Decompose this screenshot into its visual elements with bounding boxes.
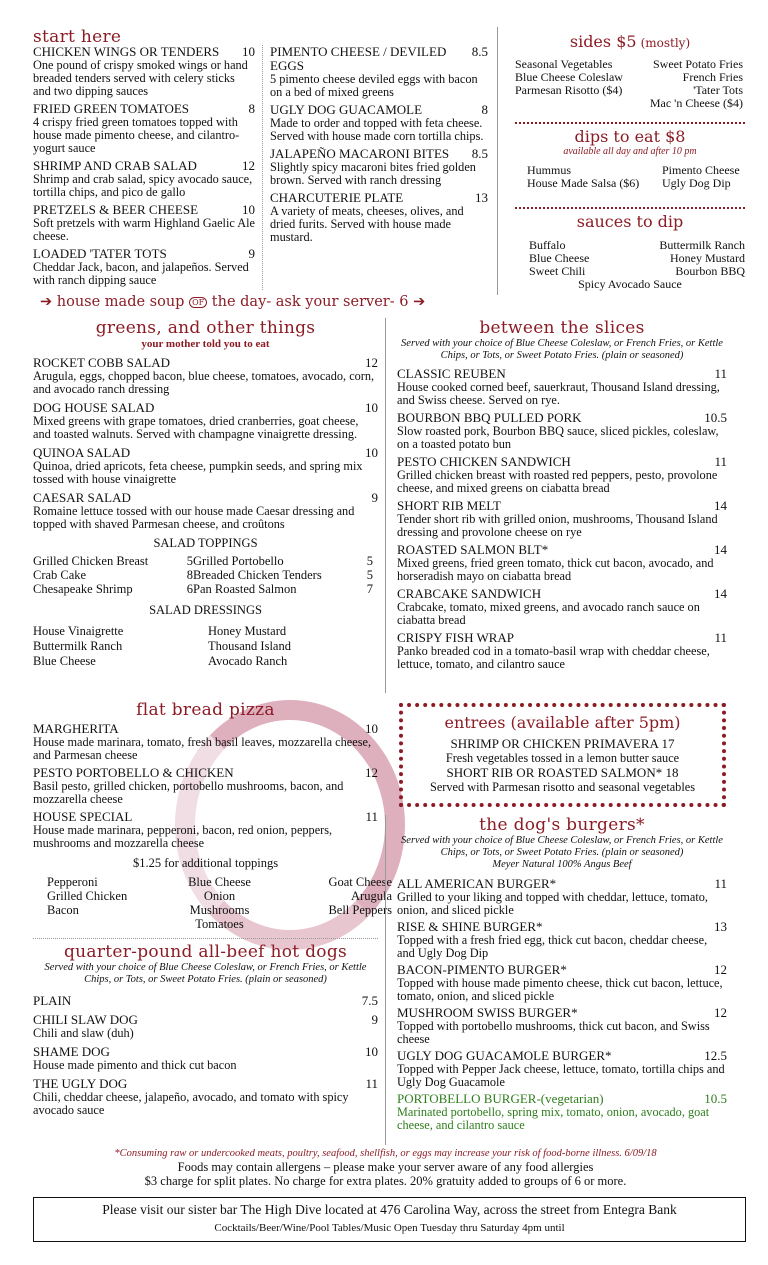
- sides-right: [633, 58, 743, 110]
- dip-item: Pimento Cheese: [662, 163, 740, 177]
- pizza-topping: Arugula: [351, 889, 392, 903]
- start-here-item-header: [33, 203, 255, 217]
- sauces-right: [635, 239, 745, 278]
- start-here-item: [270, 191, 488, 244]
- dressing-item: Blue Cheese: [33, 654, 96, 668]
- soup-arrow-left-icon: ➔: [40, 294, 53, 310]
- burgers-beef-note: Meyer Natural 100% Angus Beef: [492, 859, 632, 870]
- sauce-spicy-avocado: Spicy Avocado Sauce: [578, 277, 682, 291]
- hotdogs-title: quarter-pound all-beef hot dogs: [63, 942, 348, 962]
- dressing-item: Thousand Island: [208, 639, 291, 653]
- start-here-item: [33, 45, 255, 98]
- dip-item: Ugly Dog Dip: [662, 176, 731, 190]
- lower-center-divider: [385, 815, 386, 1145]
- pizza-item-desc: House made marinara, tomato, fresh basil leaves, mozzarella cheese, and Parmesan cheese: [33, 735, 372, 762]
- hotdog-item-name: SHAME DOG: [33, 1044, 110, 1059]
- start-here-item-header: [33, 45, 255, 59]
- hotdog-item-desc: Chili and slaw (duh): [33, 1026, 134, 1040]
- start-here-item-header: [33, 159, 255, 173]
- dressing-item: Buttermilk Ranch: [33, 639, 123, 653]
- sandwich-item: [397, 631, 727, 671]
- sides-border: [515, 122, 745, 124]
- sandwich-item-price: 14: [714, 586, 727, 601]
- start-here-item-price: 8.5: [471, 44, 488, 59]
- sister-bar-details: Cocktails/Beer/Wine/Pool Tables/Music Open Tuesday thru Saturday 4pm until: [214, 1222, 565, 1234]
- pizza-item-name: MARGHERITA: [33, 721, 119, 736]
- start-here-item: [33, 159, 255, 199]
- pizza-topping: Bell Peppers: [328, 903, 392, 917]
- salad-topping-price: 6: [186, 582, 193, 596]
- salad-item: [33, 356, 378, 396]
- dip-item: Hummus: [527, 163, 572, 177]
- sauce-item: Bourbon BBQ: [675, 264, 745, 278]
- start-here-item-desc: 5 pimento cheese deviled eggs with bacon on a bed of mixed greens: [270, 72, 478, 99]
- pizza-topping: Blue Cheese: [188, 875, 251, 889]
- side-item: Parmesan Risotto ($4): [515, 83, 623, 97]
- burger-item-price: 12: [714, 962, 727, 977]
- burger-item-header: [397, 920, 727, 934]
- footer-notes: [33, 1148, 738, 1188]
- start-here-item-desc: Soft pretzels with warm Highland Gaelic Ale cheese.: [33, 216, 255, 243]
- sauce-item: Honey Mustard: [670, 251, 745, 265]
- salad-item-desc: Quinoa, dried apricots, feta cheese, pumpkin seeds, and spring mix tossed with house vinaigrette: [33, 459, 363, 486]
- sandwich-item-desc: Tender short rib with grilled onion, mushrooms, Thousand Island dressing and provolone cheese on rye: [397, 512, 718, 539]
- burger-item-price: 12: [714, 1005, 727, 1020]
- burger-item-header: [397, 1049, 727, 1063]
- toppings-left: [33, 554, 193, 596]
- dips-section: [515, 127, 745, 190]
- dressing-item: House Vinaigrette: [33, 624, 124, 638]
- sandwich-item: [397, 499, 727, 539]
- pizza-title: flat bread pizza: [136, 700, 275, 720]
- salad-topping: [193, 582, 373, 596]
- pizza-topping: Onion: [203, 889, 236, 903]
- salad-item-desc: Romaine lettuce tossed with our house made Caesar dressing and topped with shaved Parmesan cheese, and croûtons: [33, 504, 355, 531]
- hotdog-item: [33, 1013, 378, 1040]
- pizza-toppings-list: [33, 875, 392, 931]
- start-here-item-name: CHICKEN WINGS OR TENDERS: [33, 44, 220, 59]
- pizza-section: [33, 700, 392, 931]
- pizza-topping: Pepperoni: [47, 875, 98, 889]
- burger-item-name: MUSHROOM SWISS BURGER*: [397, 1005, 578, 1020]
- hotdog-item-header: [33, 994, 378, 1008]
- sauce-item: Buffalo: [529, 238, 566, 252]
- start-here-item-desc: 4 crispy fried green tomatoes topped with house made pimento cheese, and cilantro-yogurt sauce: [33, 115, 240, 155]
- toppings-right: [193, 554, 373, 596]
- sandwich-item-desc: Mixed greens, fried green tomato, thick cut bacon, avocado, and horseradish mayo on ciabatta bread: [397, 556, 714, 583]
- veg-burger: [397, 1092, 727, 1132]
- burger-item-desc: Topped with portobello mushrooms, thick cut bacon, and Swiss cheese: [397, 1019, 710, 1046]
- salad-item-name: DOG HOUSE SALAD: [33, 400, 155, 415]
- dips-note: available all day and after 10 pm: [563, 146, 697, 157]
- pizza-topping: Grilled Chicken: [47, 889, 128, 903]
- soup-banner-part1: house made soup: [56, 294, 185, 310]
- entree-desc: Fresh vegetables tossed in a lemon butter sauce: [445, 751, 680, 765]
- sandwich-item-price: 14: [714, 498, 727, 513]
- burger-item-desc: Topped with house made pimento cheese, thick cut bacon, lettuce, tomato, onion, and sliced pickle: [397, 976, 723, 1003]
- start-here-title: start here: [33, 27, 122, 47]
- hotdogs-border: [33, 938, 378, 939]
- burgers-list: [397, 877, 727, 1089]
- start-here-item-price: 13: [475, 190, 488, 205]
- salad-item: [33, 446, 378, 486]
- entree-name: SHRIMP OR CHICKEN PRIMAVERA 17: [450, 736, 675, 751]
- hotdogs-section: [33, 942, 378, 1122]
- pizza-topping: Tomatoes: [195, 917, 244, 931]
- slices-title: between the slices: [479, 318, 645, 338]
- sister-bar-text: Please visit our sister bar The High Dive located at 476 Carolina Way, across the street from Entegra Bank: [102, 1202, 677, 1217]
- start-here-item-name: LOADED 'TATER TOTS: [33, 246, 167, 261]
- sandwich-item-desc: Grilled chicken breast with roasted red peppers, pesto, provolone cheese, and mixed greens on ciabatta bread: [397, 468, 718, 495]
- start-here-item-price: 12: [242, 158, 255, 173]
- salad-topping-name: Pan Roasted Salmon: [193, 582, 297, 596]
- dips-border: [515, 207, 745, 209]
- dressings-left: [33, 624, 208, 669]
- pizza-item-header: [33, 722, 378, 736]
- dressings-right: [208, 624, 378, 669]
- dressing-item: Avocado Ranch: [208, 654, 288, 668]
- salad-topping-name: Crab Cake: [33, 568, 87, 582]
- sandwich-item-desc: Panko breaded cod in a tomato-basil wrap with cheddar cheese, lettuce, tomato, and cilantro sauce: [397, 644, 710, 671]
- pizza-topping: Mushrooms: [189, 903, 250, 917]
- start-here-left-list: [33, 45, 255, 291]
- start-here-item-name: UGLY DOG GUACAMOLE: [270, 102, 423, 117]
- sandwich-item-desc: House cooked corned beef, sauerkraut, Thousand Island dressing, and Swiss cheese. Served on rye.: [397, 380, 720, 407]
- start-here-item-header: [270, 103, 488, 117]
- salad-item-name: ROCKET COBB SALAD: [33, 355, 171, 370]
- center-divider: [385, 318, 386, 693]
- dip-item: House Made Salsa ($6): [527, 176, 640, 190]
- hotdog-item: [33, 1077, 378, 1117]
- hotdog-item-price: 10: [365, 1044, 378, 1059]
- sandwich-item-name: CRABCAKE SANDWICH: [397, 586, 542, 601]
- sauce-item: Buttermilk Ranch: [659, 238, 745, 252]
- sandwich-item: [397, 367, 727, 407]
- salad-item-header: [33, 491, 378, 505]
- allergen-note: Foods may contain allergens – please make your server aware of any food allergies: [177, 1160, 594, 1174]
- burger-item-price: 11: [714, 876, 727, 891]
- veg-burger-name: PORTOBELLO BURGER-(vegetarian): [397, 1091, 604, 1106]
- start-here-item-header: [270, 147, 488, 161]
- sandwich-item-header: [397, 411, 727, 425]
- pizza-item-desc: House made marinara, pepperoni, bacon, red onion, peppers, mushrooms and mozzarella cheese: [33, 823, 333, 850]
- sauce-item: Blue Cheese: [529, 251, 590, 265]
- pizza-toppings-col1: [47, 875, 162, 931]
- burger-item: [397, 1006, 727, 1046]
- salad-topping-name: Chesapeake Shrimp: [33, 582, 133, 596]
- salad-item-header: [33, 446, 378, 460]
- salad-item-header: [33, 356, 378, 370]
- hotdog-item-header: [33, 1013, 378, 1027]
- start-here-item-price: 10: [242, 44, 255, 59]
- salad-topping-price: 5: [366, 568, 373, 582]
- sandwich-item-name: ROASTED SALMON BLT*: [397, 542, 549, 557]
- sauces-left: [515, 239, 635, 278]
- salad-item-desc: Mixed greens with grape tomatoes, dried cranberries, goat cheese, and toasted walnuts. Served with champagne vinaigrette dressing.: [33, 414, 359, 441]
- sauces-title: sauces to dip: [576, 212, 684, 231]
- salad-topping-price: 7: [366, 582, 373, 596]
- soup-banner: [40, 294, 480, 310]
- burger-item-header: [397, 1006, 727, 1020]
- pizza-item-header: [33, 766, 378, 780]
- salad-item-price: 9: [371, 490, 378, 505]
- sides-title-note: (mostly): [640, 36, 691, 50]
- salad-item-price: 12: [365, 355, 378, 370]
- pizza-item-desc: Basil pesto, grilled chicken, portobello mushrooms, bacon, and mozzarella cheese: [33, 779, 344, 806]
- burger-item-name: UGLY DOG GUACAMOLE BURGER*: [397, 1048, 612, 1063]
- slices-note: Served with your choice of Blue Cheese Coleslaw, or French Fries, or Kettle Chips, or Tots, or Sweet Potato Fries. (plain or seasoned): [401, 338, 723, 361]
- sandwich-item-price: 14: [714, 542, 727, 557]
- hotdog-item-price: 9: [371, 1012, 378, 1027]
- burger-item-desc: Grilled to your liking and topped with cheddar, lettuce, tomato, onion, and sliced pickle: [397, 890, 708, 917]
- dips-title: dips to eat $8: [574, 127, 686, 146]
- sandwich-item-header: [397, 367, 727, 381]
- sauces-list: [515, 239, 745, 278]
- start-here-item-desc: One pound of crispy smoked wings or hand breaded tenders served with celery sticks and two dipping sauces: [33, 58, 248, 98]
- slices-list: [397, 367, 727, 671]
- slices-section: [397, 318, 727, 675]
- salad-item: [33, 401, 378, 441]
- start-here-item-header: [270, 45, 488, 73]
- start-here-item-name: PIMENTO CHEESE / DEVILED EGGS: [270, 44, 447, 73]
- start-here-item-name: SHRIMP AND CRAB SALAD: [33, 158, 197, 173]
- pizza-item-name: PESTO PORTOBELLO & CHICKEN: [33, 765, 234, 780]
- hotdog-item-name: THE UGLY DOG: [33, 1076, 128, 1091]
- pizza-item-price: 11: [365, 809, 378, 824]
- entrees-box: [399, 703, 726, 807]
- salad-topping-price: 8: [186, 568, 193, 582]
- split-plates-note: $3 charge for split plates. No charge for extra plates. 20% gratuity added to groups of 6 or more.: [144, 1174, 627, 1188]
- consume-warning: *Consuming raw or undercooked meats, poultry, seafood, shellfish, or eggs may increase your risk of food-borne illness. 6/09/18: [114, 1148, 657, 1159]
- sandwich-item: [397, 543, 727, 583]
- pizza-toppings-col2: [162, 875, 277, 931]
- sister-bar-box: [33, 1197, 746, 1242]
- sandwich-item-name: BOURBON BBQ PULLED PORK: [397, 410, 582, 425]
- salad-toppings-title: SALAD TOPPINGS: [153, 536, 258, 550]
- start-divider: [262, 45, 263, 290]
- salad-dressings-title: SALAD DRESSINGS: [149, 603, 262, 617]
- start-here-item-price: 8: [481, 102, 488, 117]
- veg-burger-price: 10.5: [704, 1091, 727, 1106]
- side-item: French Fries: [682, 70, 743, 84]
- right-panel-divider: [497, 27, 498, 295]
- start-here-item: [33, 203, 255, 243]
- salad-topping: [33, 554, 193, 568]
- start-here-item-desc: Made to order and topped with feta cheese. Served with house made corn tortilla chips.: [270, 116, 484, 143]
- start-here-item: [270, 147, 488, 187]
- start-here-item-desc: Shrimp and crab salad, spicy avocado sauce, tortilla chips, and pico de gallo: [33, 172, 253, 199]
- pizza-topping: Goat Cheese: [328, 875, 392, 889]
- pizza-toppings-col3: [277, 875, 392, 931]
- side-item: 'Tater Tots: [693, 83, 743, 97]
- greens-title: greens, and other things: [95, 318, 316, 338]
- pizza-item: [33, 766, 378, 806]
- start-here-item: [33, 102, 255, 155]
- dips-left: [527, 164, 662, 190]
- sandwich-item-name: PESTO CHICKEN SANDWICH: [397, 454, 571, 469]
- side-item: Mac 'n Cheese ($4): [649, 96, 743, 110]
- burger-item: [397, 877, 727, 917]
- entree-desc: Served with Parmesan risotto and seasonal vegetables: [430, 780, 695, 794]
- start-here-item-name: PRETZELS & BEER CHEESE: [33, 202, 199, 217]
- soup-arrow-right-icon: ➔: [413, 294, 426, 310]
- burger-item: [397, 1049, 727, 1089]
- burger-item-price: 12.5: [704, 1048, 727, 1063]
- salad-topping-name: Breaded Chicken Tenders: [193, 568, 322, 582]
- burgers-title: the dog's burgers*: [479, 815, 645, 835]
- start-here-item: [270, 103, 488, 143]
- start-here-item-price: 9: [248, 246, 255, 261]
- entrees-list: [411, 736, 714, 794]
- pizza-item-price: 12: [365, 765, 378, 780]
- salad-item-price: 10: [365, 445, 378, 460]
- greens-section: [33, 318, 378, 669]
- dips-list: [515, 164, 745, 190]
- sandwich-item-desc: Slow roasted pork, Bourbon BBQ sauce, sliced pickles, coleslaw, on a toasted potato bun: [397, 424, 719, 451]
- hotdog-item-desc: House made pimento and thick cut bacon: [33, 1058, 237, 1072]
- pizza-item: [33, 810, 378, 850]
- salad-topping: [193, 568, 373, 582]
- soup-banner-part2: the day- ask your server- 6: [211, 294, 409, 310]
- sauce-item: Sweet Chili: [529, 264, 586, 278]
- burger-item-header: [397, 877, 727, 891]
- start-here-item-name: FRIED GREEN TOMATOES: [33, 101, 190, 116]
- hotdog-item-name: CHILI SLAW DOG: [33, 1012, 138, 1027]
- sandwich-item-name: SHORT RIB MELT: [397, 498, 501, 513]
- pizza-toppings-note: $1.25 for additional toppings: [132, 856, 279, 870]
- salad-item-name: QUINOA SALAD: [33, 445, 131, 460]
- burger-item-desc: Topped with a fresh fried egg, thick cut bacon, cheddar cheese, and Ugly Dog Dip: [397, 933, 708, 960]
- side-item: Sweet Potato Fries: [653, 57, 743, 71]
- hotdog-item-price: 7.5: [361, 993, 378, 1008]
- start-here-item-name: CHARCUTERIE PLATE: [270, 190, 404, 205]
- entrees-title: entrees (available after 5pm): [444, 713, 681, 732]
- pizza-list: [33, 722, 378, 850]
- salad-topping: [33, 568, 193, 582]
- sides-title: sides $5: [569, 32, 637, 51]
- salad-topping: [193, 554, 373, 568]
- sides-header: [515, 32, 745, 52]
- entree-name: SHORT RIB OR ROASTED SALMON* 18: [446, 765, 679, 780]
- pizza-item: [33, 722, 378, 762]
- dressing-item: Honey Mustard: [208, 624, 287, 638]
- hotdog-item-desc: Chili, cheddar cheese, jalapeño, avocado, and tomato with spicy avocado sauce: [33, 1090, 349, 1117]
- sandwich-item-header: [397, 587, 727, 601]
- soup-banner-of: OF: [189, 297, 207, 308]
- sandwich-item-header: [397, 455, 727, 469]
- greens-list: [33, 356, 378, 531]
- sandwich-item-header: [397, 499, 727, 513]
- sandwich-item: [397, 411, 727, 451]
- start-here-item-price: 10: [242, 202, 255, 217]
- greens-subtitle: your mother told you to eat: [141, 338, 270, 350]
- salad-topping-name: Grilled Chicken Breast: [33, 554, 149, 568]
- salad-dressings-list: [33, 624, 378, 669]
- start-here-right-list: [270, 45, 488, 248]
- start-here-item: [270, 45, 488, 99]
- salad-topping-name: Grilled Portobello: [193, 554, 284, 568]
- burger-item-price: 13: [714, 919, 727, 934]
- hotdog-item: [33, 1045, 378, 1072]
- burger-item-name: ALL AMERICAN BURGER*: [397, 876, 557, 891]
- salad-item-header: [33, 401, 378, 415]
- start-here-item-header: [33, 247, 255, 261]
- side-item: Seasonal Vegetables: [515, 57, 613, 71]
- sauces-section: [515, 212, 745, 291]
- hotdog-item-name: PLAIN: [33, 993, 72, 1008]
- start-here-item-price: 8: [248, 101, 255, 116]
- salad-item-price: 10: [365, 400, 378, 415]
- burger-item: [397, 920, 727, 960]
- burgers-note: Served with your choice of Blue Cheese Coleslaw, or French Fries, or Kettle Chips, or Tots, or Sweet Potato Fries. (plain or seasoned): [401, 835, 723, 858]
- sandwich-item: [397, 455, 727, 495]
- start-here-item-header: [33, 102, 255, 116]
- sandwich-item-price: 11: [714, 454, 727, 469]
- salad-item-desc: Arugula, eggs, chopped bacon, blue cheese, tomatoes, avocado, corn, and avocado ranch dressing: [33, 369, 375, 396]
- hotdog-item-header: [33, 1045, 378, 1059]
- sides-section: [515, 32, 745, 110]
- start-here-item-desc: Slightly spicy macaroni bites fried golden brown. Served with ranch dressing: [270, 160, 476, 187]
- salad-topping-price: 5: [186, 554, 193, 568]
- sides-list: [515, 58, 745, 110]
- hotdogs-list: [33, 994, 378, 1117]
- sandwich-item-header: [397, 543, 727, 557]
- start-here-item-header: [270, 191, 488, 205]
- hotdog-item-header: [33, 1077, 378, 1091]
- burger-item: [397, 963, 727, 1003]
- start-here-item-desc: A variety of meats, cheeses, olives, and dried furits. Served with house made mustard.: [270, 204, 464, 244]
- burger-item-name: BACON-PIMENTO BURGER*: [397, 962, 567, 977]
- dips-right: [662, 164, 757, 190]
- burgers-section: [397, 815, 727, 1132]
- sandwich-item-header: [397, 631, 727, 645]
- burger-item-name: RISE & SHINE BURGER*: [397, 919, 543, 934]
- burger-item-header: [397, 963, 727, 977]
- start-here-item-price: 8.5: [471, 146, 488, 161]
- hotdogs-note: Served with your choice of Blue Cheese Coleslaw, or French Fries, or Kettle Chips, or Tots, or Sweet Potato Fries. (plain or seasoned): [44, 962, 367, 985]
- start-here-item: [33, 247, 255, 287]
- pizza-item-price: 10: [365, 721, 378, 736]
- sandwich-item-name: CLASSIC REUBEN: [397, 366, 506, 381]
- sandwich-item-desc: Crabcake, tomato, mixed greens, and avocado ranch sauce on ciabatta bread: [397, 600, 700, 627]
- salad-toppings-list: [33, 554, 378, 596]
- hotdog-item-price: 11: [365, 1076, 378, 1091]
- pizza-item-header: [33, 810, 378, 824]
- sandwich-item-price: 11: [714, 366, 727, 381]
- veg-burger-desc: Marinated portobello, spring mix, tomato, onion, avocado, goat cheese, and cilantro sauce: [397, 1105, 710, 1132]
- start-here-item-name: JALAPEÑO MACARONI BITES: [270, 146, 450, 161]
- hotdog-item: [33, 994, 378, 1008]
- sides-left: [515, 58, 633, 110]
- sandwich-item: [397, 587, 727, 627]
- side-item: Blue Cheese Coleslaw: [515, 70, 623, 84]
- salad-item-name: CAESAR SALAD: [33, 490, 131, 505]
- sandwich-item-price: 11: [714, 630, 727, 645]
- start-here-item-desc: Cheddar Jack, bacon, and jalapeños. Served with ranch dipping sauce: [33, 260, 249, 287]
- salad-topping: [33, 582, 193, 596]
- pizza-topping: Bacon: [47, 903, 79, 917]
- burger-item-desc: Topped with Pepper Jack cheese, lettuce, tomato, tortilla chips and Ugly Dog Guacamole: [397, 1062, 725, 1089]
- sandwich-item-price: 10.5: [704, 410, 727, 425]
- pizza-item-name: HOUSE SPECIAL: [33, 809, 133, 824]
- sandwich-item-name: CRISPY FISH WRAP: [397, 630, 515, 645]
- salad-item: [33, 491, 378, 531]
- salad-topping-price: 5: [366, 554, 373, 568]
